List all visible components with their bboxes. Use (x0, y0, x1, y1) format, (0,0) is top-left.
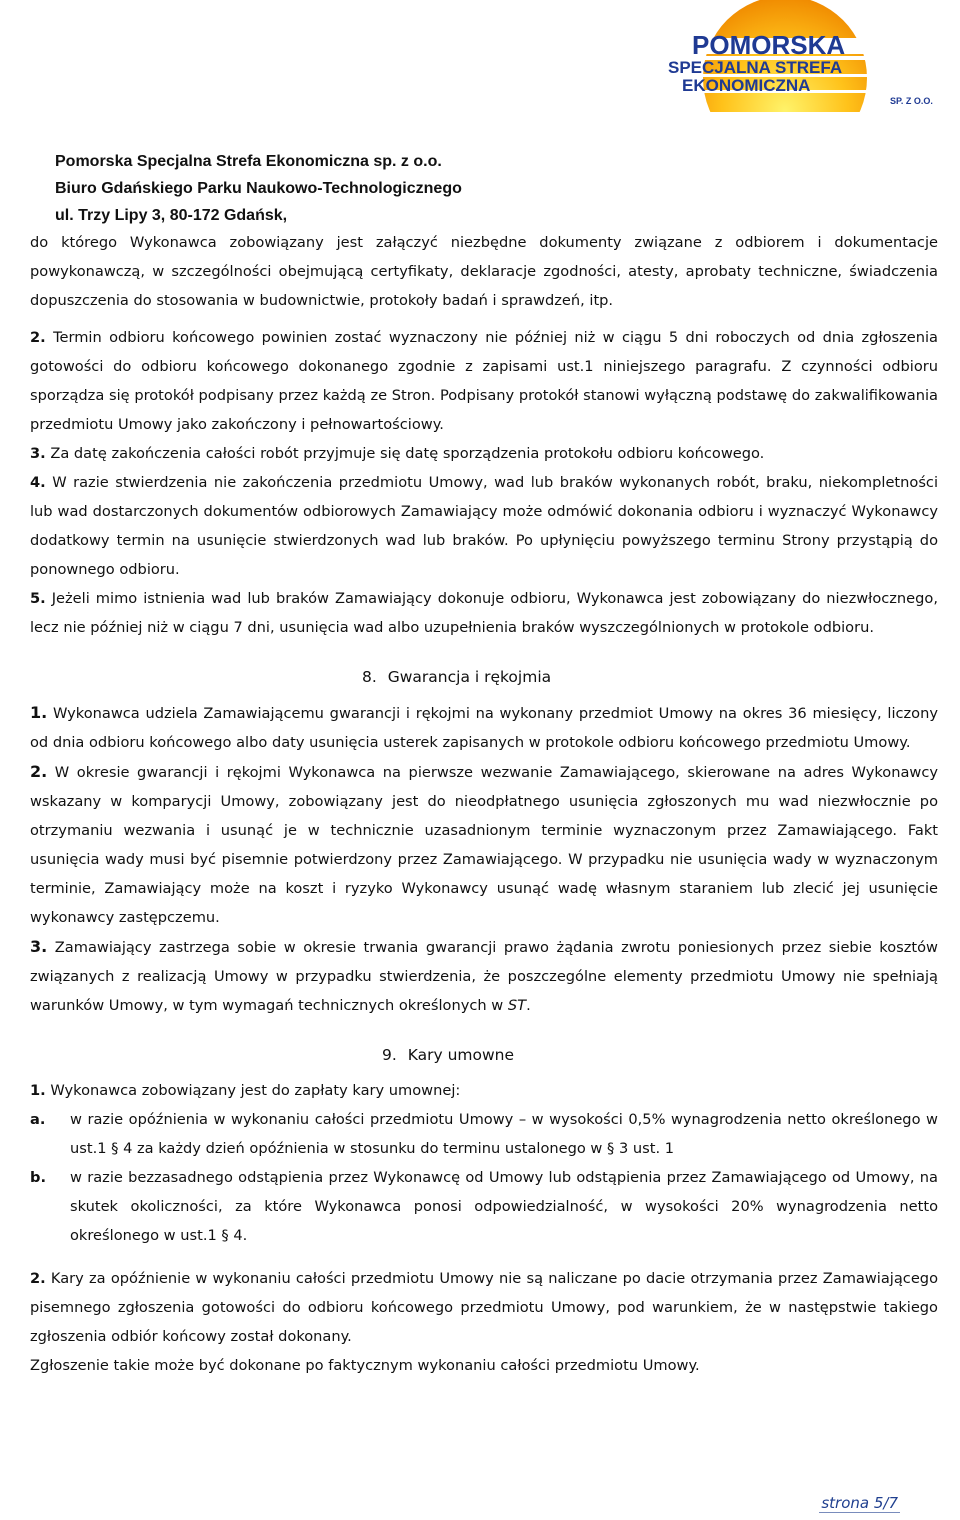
section-heading-8 (362, 662, 938, 692)
address-line-3: ul. Trzy Lipy 3, 80-172 Gdańsk, (55, 207, 288, 224)
item-number: 5. (30, 590, 46, 607)
page-number: strona 5/7 (821, 1494, 898, 1512)
list-item (30, 1264, 938, 1351)
sub-item-letter: b. (30, 1169, 46, 1186)
sub-item-text: w razie opóźnienia w wykonaniu całości przedmiotu Umowy – w wysokości 0,5% wynagrodzenia netto określonego w ust.1 § 4 za każdy dzień opóźnienia w stosunku do terminu ustalonego w § 3 ust. 1 (70, 1111, 938, 1157)
company-logo (620, 0, 960, 112)
logo-graphic (620, 0, 960, 112)
sub-list-item (30, 1105, 938, 1163)
list-item (30, 1076, 938, 1105)
address-line-1: Pomorska Specjalna Strefa Ekonomiczna sp. z o.o. (55, 153, 442, 170)
section-number: 8. (362, 668, 377, 686)
logo-suffix: SP. Z O.O. (890, 96, 933, 106)
list-item (30, 757, 938, 932)
list-item (30, 698, 938, 757)
list-item (30, 323, 938, 439)
section-heading-9 (382, 1040, 938, 1070)
item-number: 1. (30, 1082, 46, 1099)
item-text: Zamawiający zastrzega sobie w okresie trwania gwarancji prawo żądania zwrotu poniesionych przez siebie kosztów związanych z realizacją Umowy w przypadku stwierdzenia, że poszczególne elementy przedmiotu Umowy nie spełniają warunków Umowy, w tym wymagań technicznych określonych w (30, 939, 938, 1014)
item-text: Kary za opóźnienie w wykonaniu całości przedmiotu Umowy nie są naliczane po dacie otrzymania przez Zamawiającego pisemnego zgłoszenia gotowości do odbioru końcowego przedmiotu Umowy, pod warunkiem, że w następstwie takiego zgłoszenia odbiór końcowy został dokonany. (30, 1270, 938, 1345)
item-italic-term: ST (507, 997, 527, 1014)
logo-line1: POMORSKA (692, 30, 846, 60)
document-body (30, 148, 938, 1380)
item-text: Wykonawca udziela Zamawiającemu gwarancji i rękojmi na wykonany przedmiot Umowy na okres 36 miesięcy, liczony od dnia odbioru końcowego albo daty usunięcia usterek zapisanych w protokole odbioru końcowego przedmiotu Umowy. (30, 705, 938, 751)
sub-list-item (30, 1163, 938, 1250)
item-text: Za datę zakończenia całości robót przyjmuje się datę sporządzenia protokołu odbioru końcowego. (50, 445, 765, 462)
list-item (30, 584, 938, 642)
sub-item-letter: a. (30, 1111, 46, 1128)
item-text: Termin odbioru końcowego powinien zostać wyznaczony nie później niż w ciągu 5 dni roboczych od dnia zgłoszenia gotowości do odbioru końcowego dokonanego zgodnie z zapisami ust.1 niniejszego paragrafu. Z czynności odbioru sporządza się protokół podpisany przez każdą ze Stron. Podpisany protokół stanowi wyłączną podstawę do zakwalifikowania przedmiotu Umowy jako zakończony i pełnowartościowy. (30, 329, 939, 433)
list-item (30, 932, 938, 1020)
section-title: Gwarancja i rękojmia (387, 668, 552, 686)
item-text: W razie stwierdzenia nie zakończenia przedmiotu Umowy, wad lub braków wykonanych robót, braku, niekompletności lub wad dostarczonych dokumentów odbiorowych Zamawiający może odmówić dokonania odbioru i wyznaczyć Wykonawcy dodatkowy termin na usunięcie stwierdzonych wad lub braków. Po upłynięciu powyższego terminu Strony przystąpią do ponownego odbioru. (30, 474, 938, 578)
item-number: 3. (30, 445, 46, 462)
item-number: 1. (30, 703, 48, 722)
section-title: Kary umowne (407, 1046, 515, 1064)
item-text-end: . (526, 997, 531, 1014)
sub-item-text: w razie bezzasadnego odstąpienia przez Wykonawcę od Umowy lub odstąpienia przez Zamawiającego od Umowy, na skutek okoliczności, za które Wykonawca ponosi odpowiedzialność, w wysokości 20% wynagrodzenia netto określonego w ust.1 § 4. (70, 1169, 938, 1244)
item-number: 3. (30, 937, 48, 956)
item-number: 2. (30, 329, 46, 346)
address-line-2: Biuro Gdańskiego Parku Naukowo-Technologicznego (55, 180, 462, 197)
item-number: 2. (30, 762, 48, 781)
item-text: W okresie gwarancji i rękojmi Wykonawca na pierwsze wezwanie Zamawiającego, skierowane na adres Wykonawcy wskazany w komparycji Umowy, zobowiązany jest do nieodpłatnego usunięcia zgłoszonych mu wad niezwłocznie po otrzymaniu wezwania i usunąć je w technicznie uzasadnionym terminie wyznaczonym przez Zamawiającego. Fakt usunięcia wady musi być pisemnie potwierdzony przez Zamawiającego. W przypadku nie usunięcia wady w wyznaczonym terminie, Zamawiający może na koszt i ryzyko Wykonawcy usunąć wadę własnym staraniem lub zlecić jej usunięcie wykonawcy zastępczemu. (30, 764, 939, 926)
item-number: 2. (30, 1270, 46, 1287)
section-number: 9. (382, 1046, 397, 1064)
note-paragraph: Zgłoszenie takie może być dokonane po faktycznym wykonaniu całości przedmiotu Umowy. (30, 1357, 700, 1374)
logo-line3: EKONOMICZNA (682, 76, 811, 95)
item-text: Wykonawca zobowiązany jest do zapłaty kary umownej: (50, 1082, 461, 1099)
intro-paragraph: do którego Wykonawca zobowiązany jest załączyć niezbędne dokumenty związane z odbiorem i dokumentacje powykonawczą, w szczególności obejmującą certyfikaty, deklaracje zgodności, atesty, aprobaty techniczne, świadczenia dopuszczenia do stosowania w budownictwie, protokoły badań i sprawdzeń, itp. (30, 234, 938, 309)
item-number: 4. (30, 474, 46, 491)
item-text: Jeżeli mimo istnienia wad lub braków Zamawiający dokonuje odbioru, Wykonawca jest zobowiązany do niezwłocznego, lecz nie później niż w ciągu 7 dni, usunięcia wad albo uzupełnienia braków wyszczególnionych w protokole odbioru. (30, 590, 938, 636)
address-block (30, 148, 938, 228)
logo-line2: SPECJALNA STREFA (668, 58, 843, 77)
list-item (30, 439, 938, 468)
list-item (30, 468, 938, 584)
